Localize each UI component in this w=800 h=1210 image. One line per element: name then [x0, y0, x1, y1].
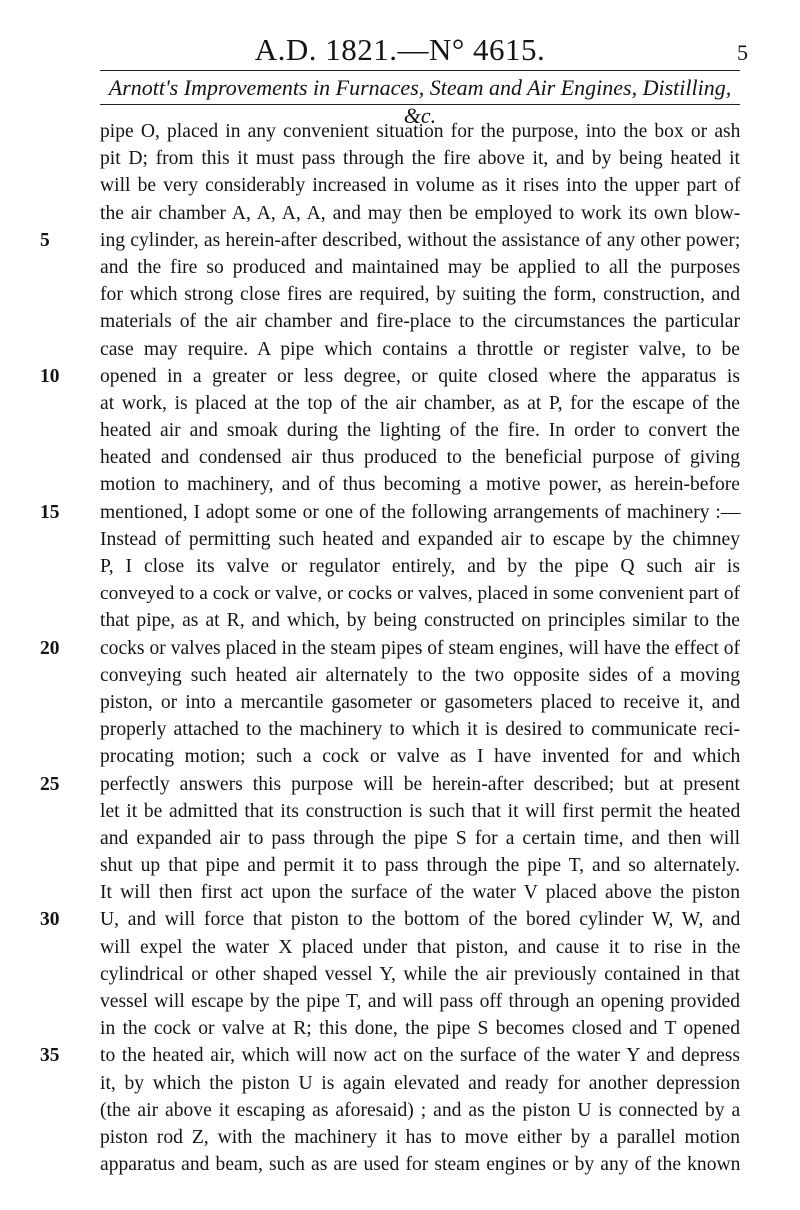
- text-line: [0, 1042, 800, 1069]
- header-rule-top: [100, 70, 740, 71]
- running-head: Arnott's Improvements in Furnaces, Steam and Air Engines, Distilling, &c.: [108, 75, 732, 128]
- line-text: will be very considerably increased in volume as it rises into the upper part of: [100, 175, 741, 197]
- line-text: conveying such heated air alternately to the two opposite sides of a moving: [100, 664, 740, 686]
- text-line: [0, 526, 800, 553]
- line-text: that pipe, as at R, and which, by being constructed on principles similar to the: [100, 610, 740, 632]
- line-number: 5: [40, 229, 50, 251]
- text-line: [0, 1151, 800, 1178]
- line-number: 35: [40, 1045, 60, 1067]
- line-text: vessel will escape by the pipe T, and will pass off through an opening provided: [100, 991, 740, 1012]
- line-text: perfectly answers this purpose will be herein-after described; but at present: [100, 773, 740, 795]
- line-text: heated air and smoak during the lighting of the fire. In order to convert the: [100, 420, 740, 442]
- line-number: 30: [40, 909, 60, 931]
- line-text: apparatus and beam, such as are used for steam engines or by any of the known: [100, 1154, 741, 1176]
- line-text: and the fire so produced and maintained may be applied to all the purposes: [100, 256, 741, 278]
- line-number: 15: [40, 501, 60, 523]
- text-line: [0, 771, 800, 798]
- line-text: P, I close its valve or regulator entirely, and by the pipe Q such air is: [100, 556, 740, 577]
- text-line: [0, 716, 800, 743]
- text-line: [0, 825, 800, 852]
- text-line: [0, 471, 800, 498]
- line-text: Instead of permitting such heated and expanded air to escape by the chimney: [100, 528, 740, 550]
- line-text: mentioned, I adopt some or one of the following arrangements of machinery :—: [100, 501, 741, 523]
- body-text: [0, 118, 800, 1178]
- line-text: opened in a greater or less degree, or quite closed where the apparatus is: [100, 365, 740, 387]
- text-line: [0, 390, 800, 417]
- text-line: [0, 417, 800, 444]
- text-line: [0, 553, 800, 580]
- line-number: 25: [40, 773, 60, 795]
- line-text: piston rod Z, with the machinery it has to move either by a parallel motion: [100, 1126, 740, 1148]
- line-text: to the heated air, which will now act on the surface of the water Y and depress: [100, 1045, 741, 1067]
- line-text: in the cock or valve at R; this done, the pipe S becomes closed and T opened: [100, 1018, 740, 1040]
- text-line: [0, 852, 800, 879]
- text-line: [0, 798, 800, 825]
- header-rule-bottom: [100, 104, 740, 105]
- line-text: for which strong close fires are required, by suiting the form, construction, and: [100, 284, 740, 306]
- text-line: [0, 254, 800, 281]
- text-line: [0, 1070, 800, 1097]
- text-line: [0, 934, 800, 961]
- page-header: [0, 30, 800, 72]
- text-line: [0, 172, 800, 199]
- text-line: [0, 662, 800, 689]
- text-line: [0, 1124, 800, 1151]
- line-text: shut up that pipe and permit it to pass through the pipe T, and so alternately.: [100, 855, 740, 877]
- text-line: [0, 689, 800, 716]
- line-text: it, by which the piston U is again elevated and ready for another depression: [100, 1072, 740, 1094]
- text-line: [0, 118, 800, 145]
- text-line: [0, 607, 800, 634]
- text-line: [0, 879, 800, 906]
- text-line: [0, 363, 800, 390]
- text-line: [0, 580, 800, 607]
- text-line: [0, 906, 800, 933]
- line-text: conveyed to a cock or valve, or cocks or valves, placed in some convenient part of: [100, 583, 740, 605]
- text-line: [0, 308, 800, 335]
- line-text: heated and condensed air thus produced to the beneficial purpose of giving: [100, 447, 741, 469]
- line-text: pit D; from this it must pass through the fire above it, and by being heated it: [100, 148, 740, 170]
- line-text: the air chamber A, A, A, A, and may then be employed to work its own blow-: [100, 202, 741, 224]
- line-text: U, and will force that piston to the bottom of the bored cylinder W, W, and: [100, 909, 741, 931]
- text-line: [0, 336, 800, 363]
- text-line: [0, 145, 800, 172]
- text-line: [0, 499, 800, 526]
- text-line: [0, 227, 800, 254]
- line-text: and expanded air to pass through the pipe S for a certain time, and then will: [100, 827, 741, 849]
- line-text: (the air above it escaping as aforesaid) ; and as the piston U is connected by a: [100, 1099, 741, 1121]
- patent-title: A.D. 1821.—N° 4615.: [254, 32, 546, 67]
- line-text: procating motion; such a cock or valve as I have invented for and which: [100, 746, 741, 768]
- text-line: [0, 961, 800, 988]
- line-text: pipe O, placed in any convenient situation for the purpose, into the box or ash: [100, 121, 741, 142]
- line-text: materials of the air chamber and fire-place to the circumstances the particular: [100, 311, 740, 333]
- text-line: [0, 200, 800, 227]
- line-text: motion to machinery, and of thus becoming a motive power, as herein-before: [100, 474, 740, 496]
- line-text: piston, or into a mercantile gasometer or gasometers placed to receive it, and: [100, 691, 740, 713]
- line-text: properly attached to the machinery to which it is desired to communicate reci-: [100, 719, 740, 741]
- text-line: [0, 1097, 800, 1124]
- line-text: It will then first act upon the surface of the water V placed above the piston: [100, 882, 740, 904]
- line-number: 20: [40, 637, 60, 659]
- text-line: [0, 988, 800, 1015]
- line-text: cocks or valves placed in the steam pipes of steam engines, will have the effect of: [100, 637, 740, 659]
- text-line: [0, 444, 800, 471]
- text-line: [0, 743, 800, 770]
- line-text: case may require. A pipe which contains a throttle or register valve, to be: [100, 338, 740, 360]
- text-line: [0, 635, 800, 662]
- line-text: let it be admitted that its construction is such that it will first permit the heated: [100, 800, 741, 822]
- line-text: will expel the water X placed under that piston, and cause it to rise in the: [100, 936, 741, 958]
- page-number: 5: [737, 40, 748, 65]
- text-line: [0, 281, 800, 308]
- text-line: [0, 1015, 800, 1042]
- line-number: 10: [40, 365, 60, 387]
- line-text: cylindrical or other shaped vessel Y, while the air previously contained in that: [100, 963, 740, 985]
- line-text: at work, is placed at the top of the air chamber, as at P, for the escape of the: [100, 392, 740, 414]
- line-text: ing cylinder, as herein-after described, without the assistance of any other power;: [100, 229, 741, 251]
